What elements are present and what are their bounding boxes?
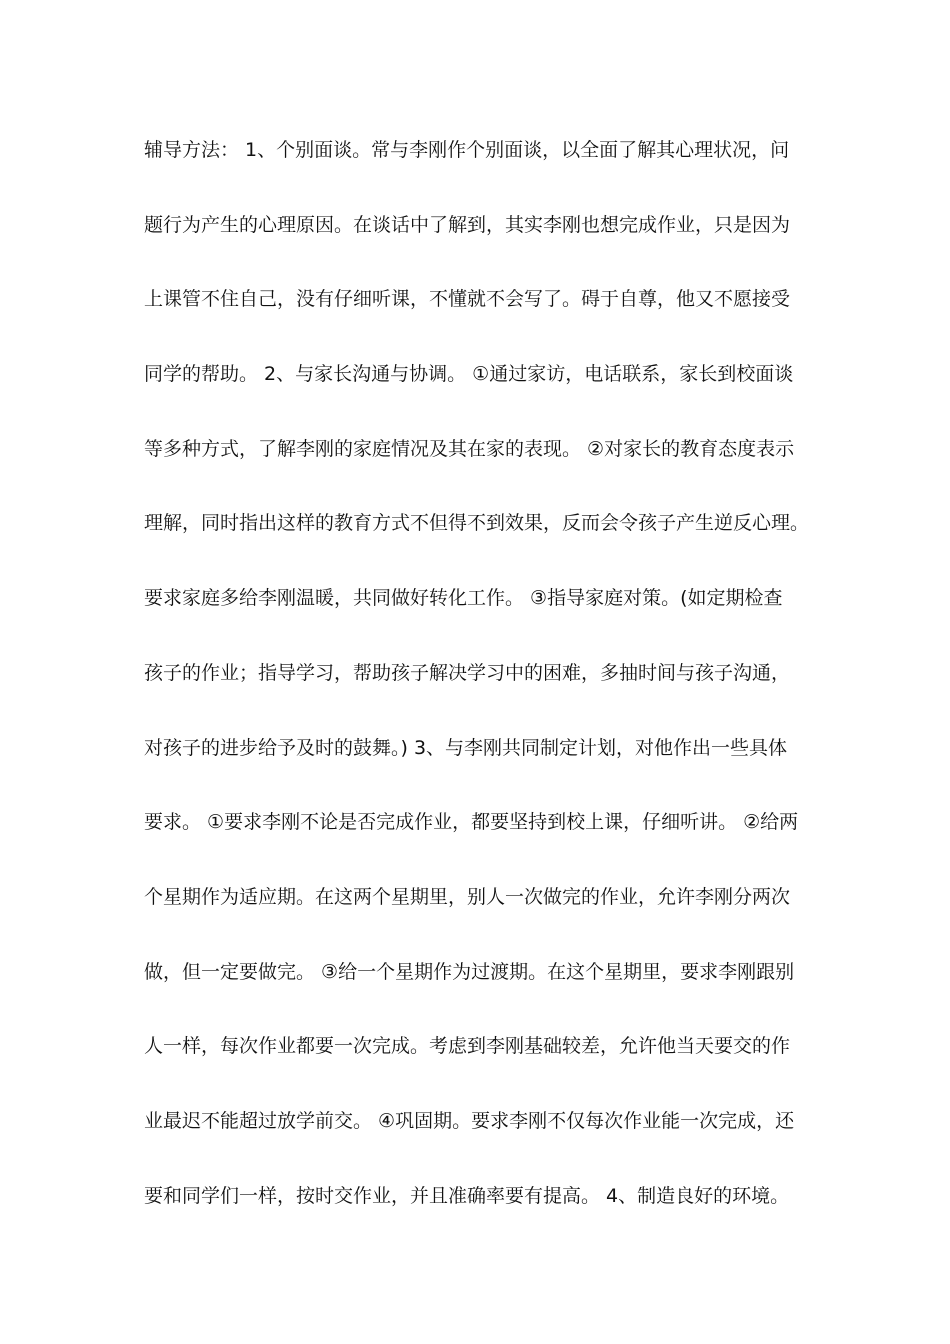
text-line: 人一样，每次作业都要一次完成。考虑到李刚基础较差，允许他当天要交的作 (144, 1035, 791, 1058)
text-line: 对孩子的进步给予及时的鼓舞。) 3、与李刚共同制定计划，对他作出一些具体 (144, 736, 788, 759)
text-line: 辅导方法： 1、个别面谈。常与李刚作个别面谈，以全面了解其心理状况，问 (144, 139, 790, 161)
text-line: 要求。 ①要求李刚不论是否完成作业，都要坚持到校上课，仔细听讲。 ②给两 (144, 811, 799, 834)
text-line: 上课管不住自己，没有仔细听课，不懂就不会写了。碍于自尊，他又不愿接受 (144, 288, 791, 311)
text-line: 做，但一定要做完。 ③给一个星期作为过渡期。在这个星期里，要求李刚跟别 (144, 960, 795, 983)
body-text (144, 131, 824, 1251)
text-line: 理解，同时指出这样的教育方式不但得不到效果，反而会令孩子产生逆反心理。 (144, 512, 810, 535)
text-line: 要求家庭多给李刚温暖，共同做好转化工作。 ③指导家庭对策。(如定期检查 (144, 587, 783, 610)
text-line: 个星期作为适应期。在这两个星期里，别人一次做完的作业，允许李刚分两次 (144, 885, 791, 908)
text-line: 同学的帮助。 2、与家长沟通与协调。 ①通过家访，电话联系，家长到校面谈 (144, 363, 794, 386)
text-line: 要和同学们一样，按时交作业，并且准确率要有提高。 4、制造良好的环境。 (144, 1184, 790, 1207)
text-line: 孩子的作业；指导学习，帮助孩子解决学习中的困难，多抽时间与孩子沟通， (144, 661, 791, 684)
text-line: 题行为产生的心理原因。在谈话中了解到，其实李刚也想完成作业，只是因为 (144, 213, 791, 236)
text-line: 业最迟不能超过放学前交。 ④巩固期。要求李刚不仅每次作业能一次完成，还 (144, 1109, 795, 1132)
text-line: 等多种方式，了解李刚的家庭情况及其在家的表现。 ②对家长的教育态度表示 (144, 437, 795, 460)
